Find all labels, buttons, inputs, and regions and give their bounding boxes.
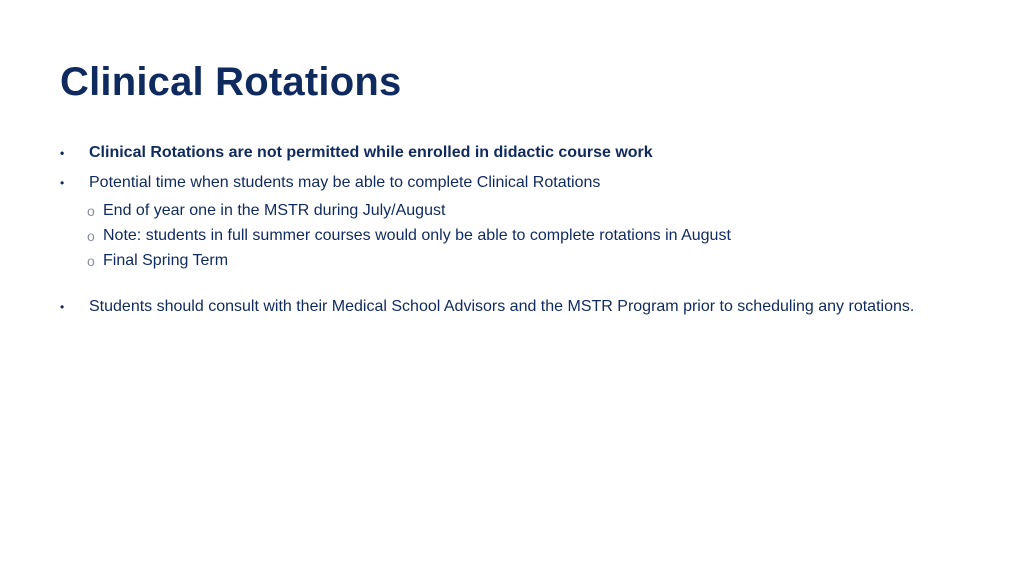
sub-bullet-item	[60, 251, 940, 271]
slide-content	[60, 143, 940, 317]
sub-bullet-text: Final Spring Term	[103, 252, 229, 269]
sub-bullet-item	[60, 226, 940, 246]
sub-bullet-item	[60, 201, 940, 221]
sub-bullet-text: Note: students in full summer courses would only be able to complete rotations in August	[103, 227, 731, 244]
bullet-text: Clinical Rotations are not permitted while enrolled in didactic course work	[89, 144, 653, 161]
circle-bullet-icon: o	[87, 228, 95, 244]
spacer	[60, 276, 940, 297]
bullet-item	[60, 173, 940, 193]
bullet-item	[60, 297, 940, 317]
bullet-dot-icon: •	[60, 176, 65, 190]
bullet-dot-icon: •	[60, 300, 65, 314]
sub-bullet-text: End of year one in the MSTR during July/August	[103, 202, 446, 219]
circle-bullet-icon: o	[87, 253, 95, 269]
slide-title: Clinical Rotations	[60, 60, 402, 104]
bullet-dot-icon: •	[60, 146, 65, 160]
bullet-text: Students should consult with their Medical School Advisors and the MSTR Program prior to scheduling any rotations.	[89, 298, 915, 315]
bullet-text: Potential time when students may be able to complete Clinical Rotations	[89, 174, 601, 191]
bullet-item	[60, 143, 940, 163]
circle-bullet-icon: o	[87, 203, 95, 219]
